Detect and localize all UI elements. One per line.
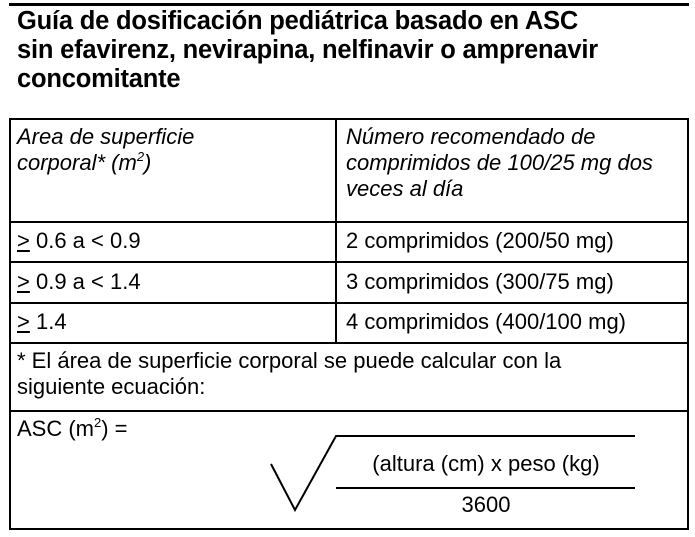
formula-lhs: ASC $(m^2)$ = bbox=[17, 415, 128, 441]
table-row-dose: 2 comprimidos (200/50 mg) bbox=[346, 228, 614, 253]
title-line-3: concomitante bbox=[17, 65, 181, 93]
page-title bbox=[17, 7, 687, 94]
footnote-line-1: * El área de superficie corporal se puede calcular con la bbox=[17, 348, 562, 373]
footnote-line-2: siguiente ecuación: bbox=[17, 374, 206, 399]
title-line-1: Guía de dosificación pediátrica basado en ASC bbox=[17, 7, 579, 35]
table-row-dose: 4 comprimidos (400/100 mg) bbox=[346, 309, 627, 334]
header-bsa-line-2: corporal* $(m^2)$ bbox=[17, 149, 152, 175]
table-row-dose: 3 comprimidos (300/75 mg) bbox=[346, 269, 614, 294]
header-bsa-line-1: Area de superficie bbox=[17, 124, 195, 149]
table-row-bsa: > 0.6 a < 0.9 bbox=[17, 228, 141, 253]
formula-numerator: (altura (cm) x peso (kg) bbox=[372, 451, 600, 476]
title-top-rule bbox=[9, 3, 689, 6]
dosage-table bbox=[9, 118, 689, 530]
formula-denominator: 3600 bbox=[461, 492, 511, 517]
header-tablets-line-1: Número recomendado de bbox=[346, 124, 596, 149]
title-line-2: sin efavirenz, nevirapina, nelfinavir o amprenavir bbox=[17, 36, 598, 64]
header-tablets-line-2: comprimidos de 100/25 mg dos bbox=[346, 150, 653, 175]
header-tablets-line-3: veces al día bbox=[346, 176, 464, 201]
table-row-bsa: > 1.4 bbox=[17, 309, 67, 334]
table-row-bsa: > 0.9 a < 1.4 bbox=[17, 269, 141, 294]
